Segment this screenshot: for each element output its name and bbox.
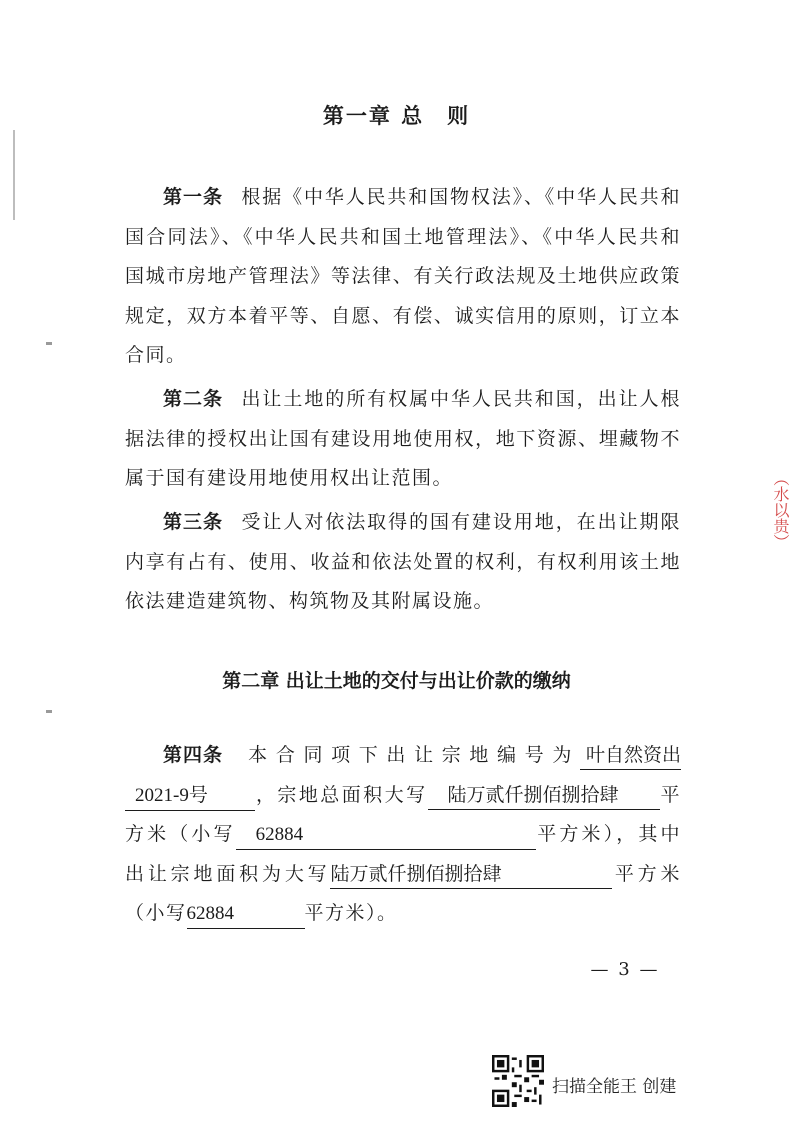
parcel-number-part-2: 2021-9号 [125,782,255,811]
article-2-text: 出让土地的所有权属中华人民共和国，出让人根据法律的授权出让国有建设用地使用权，地下资源、埋藏物不属于国有建设用地使用权出让范围。 [125,388,681,489]
article-4-label: 第四条 [163,744,224,766]
article-4-text-5: 平方米（小写 [125,862,681,924]
scan-speck [46,342,52,345]
total-area-uppercase-field: 陆万贰仟捌佰捌拾肆 [428,781,660,810]
qr-code-icon [492,1055,544,1107]
scanner-watermark-label: 扫描全能王 创建 [552,1077,677,1097]
chapter-1-title: 第一章 总 则 [322,104,471,128]
article-1-text: 根据《中华人民共和国物权法》、《中华人民共和国合同法》、《中华人民共和国土地管理法》、《中华人民共和国城市房地产管理法》等法律、有关行政法规及土地供应政策规定，双方本着平等、自愿、有偿、诚实信用的原则，订立本合同。 [125,186,681,366]
article-4-text-2: ，宗地总面积大写 [255,783,428,806]
article-4-text-3: 平方米（小写 [125,783,681,845]
parcel-number-part-1: 叶自然资出 [580,741,681,770]
article-4-text-6: 平方米）。 [304,902,398,924]
sale-area-number-field: 62884 [187,900,305,929]
article-1-label: 第一条 [163,186,224,208]
red-stamp-edge: （水以贵） [771,470,790,550]
article-1 [125,178,681,376]
chapter-2-title: 第二章 出让土地的交付与出让价款的缴纳 [222,670,571,692]
article-4 [125,736,681,934]
article-4-text-1: 本合同项下出让宗地编号为 [241,744,580,766]
article-2 [125,380,681,499]
article-4-text-4: 平方米），其中出让宗地面积为大写 [125,823,681,885]
total-area-number-field: 62884 [236,821,536,850]
article-2-label: 第二条 [163,388,224,410]
article-3-label: 第三条 [163,511,224,533]
scan-edge-line [13,130,15,220]
page-number: — 3 — [590,959,660,980]
article-3 [125,503,681,622]
sale-area-uppercase-field: 陆万贰仟捌佰捌拾肆 [330,860,612,889]
article-3-text: 受让人对依法取得的国有建设用地，在出让期限内享有占有、使用、收益和依法处置的权利，有权利用该土地依法建造建筑物、构筑物及其附属设施。 [125,511,681,612]
scan-speck [46,710,52,713]
